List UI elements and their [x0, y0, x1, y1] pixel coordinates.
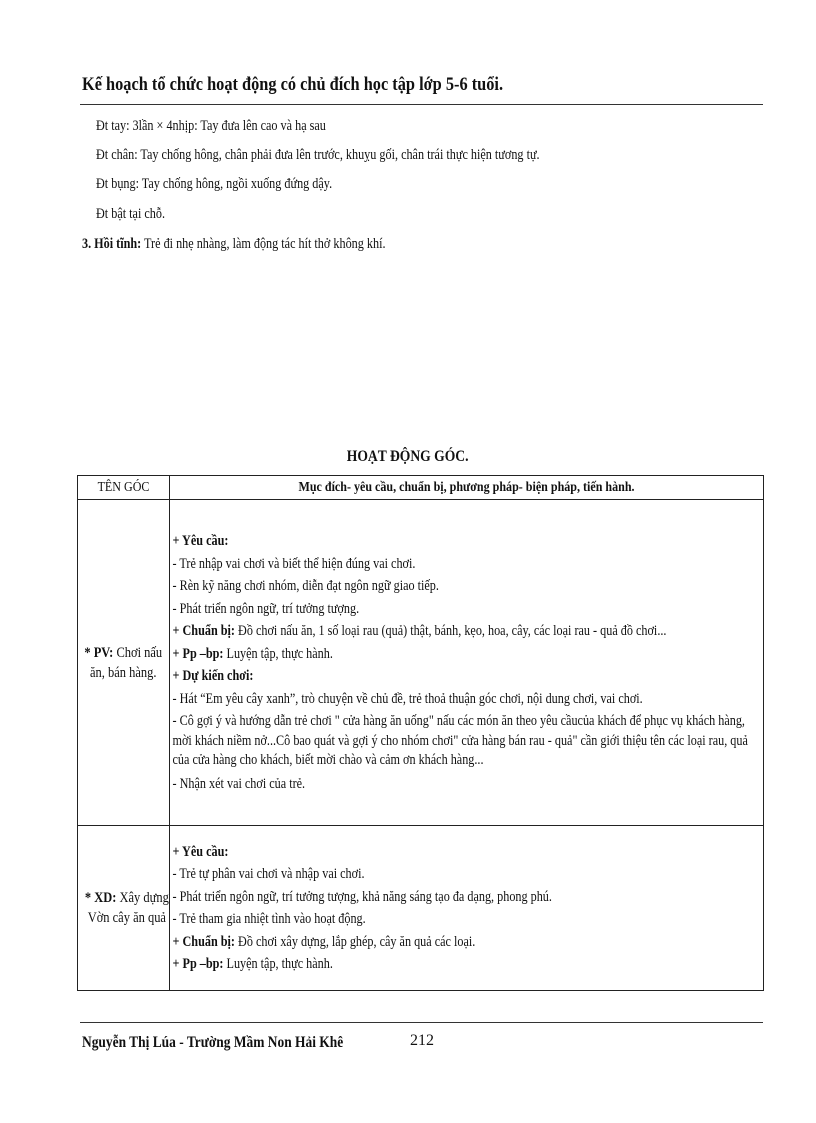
header-rule [80, 104, 763, 105]
requirement-label: + Yêu cầu: [172, 533, 229, 549]
table-row [78, 500, 764, 826]
play-plan-label: + Dự kiến chơi: [172, 668, 254, 684]
list-item: - Phát triển ngôn ngữ, trí tưởng tượng. [172, 600, 360, 617]
footer-author: Nguyễn Thị Lúa - Trường Mầm Non Hải Khê [82, 1034, 344, 1051]
preparation-line: + Chuẩn bị: Đồ chơi xây dựng, lắp ghép, cây ăn quả các loại. [172, 933, 476, 950]
method-line: + Pp –bp: Luyện tập, thực hành. [172, 645, 333, 662]
list-item: - Trẻ nhập vai chơi và biết thể hiện đúng vai chơi. [172, 555, 416, 572]
page-number: 212 [410, 1032, 434, 1049]
list-item: - Rèn kỹ năng chơi nhóm, diễn đạt ngôn ngữ giao tiếp. [172, 578, 439, 594]
item3-label: 3. Hồi tĩnh: [82, 236, 142, 252]
list-item: - Cô gợi ý và hướng dẫn trẻ chơi " cửa hàng ăn uống" nấu các món ăn theo yêu cầucủa khách để phục vụ khách hàng, mời khách niềm nở...Cô bao quát và gợi ý cho nhóm chơi" cửa hàng bán rau - quả" cần giới thiệu tên các loại rau, quả của cửa hàng cho khách, biết mời chào và cảm ơn khách hàng... [172, 713, 748, 768]
intro-item-3 [82, 236, 386, 253]
list-item: - Trẻ tham gia nhiệt tình vào hoạt động. [172, 911, 366, 927]
intro-line-belly: Đt bụng: Tay chống hông, ngồi xuống đứng dậy. [96, 176, 333, 192]
item3-text: Trẻ đi nhẹ nhàng, làm động tác hít thở không khí. [141, 236, 386, 252]
section-title: HOẠT ĐỘNG GÓC. [347, 448, 469, 465]
col-header-details: Mục đích- yêu cầu, chuẩn bị, phương pháp- biện pháp, tiến hành. [170, 476, 764, 500]
table-header-row [78, 476, 764, 500]
page-header-title: Kế hoạch tổ chức hoạt động có chủ đích học tập lớp 5-6 tuổi. [82, 74, 504, 95]
list-item: - Hát “Em yêu cây xanh”, trò chuyện về chủ đề, trẻ thoả thuận góc chơi, nội dung chơi, vai chơi. [172, 690, 643, 707]
corner-name-cell: * PV: Chơi nấu ăn, bán hàng. [78, 500, 170, 826]
intro-line-arm: Đt tay: 3lần × 4nhịp: Tay đưa lên cao và hạ sau [96, 118, 326, 134]
list-item: - Trẻ tự phân vai chơi và nhập vai chơi. [172, 866, 365, 882]
corner-activity-table [77, 475, 764, 991]
footer-rule [80, 1022, 763, 1023]
list-item: - Nhận xét vai chơi của trẻ. [172, 775, 306, 792]
intro-line-leg: Đt chân: Tay chống hông, chân phải đưa lên trước, khuỵu gối, chân trái thực hiện tương tự. [96, 147, 540, 163]
col-header-corner-name: TÊN GÓC [78, 476, 170, 500]
table-row [78, 826, 764, 991]
corner-details-cell [170, 500, 764, 826]
list-item: - Phát triển ngôn ngữ, trí tưởng tượng, khả năng sáng tạo đa dạng, phong phú. [172, 888, 552, 905]
corner-details-cell [170, 826, 764, 991]
requirement-label: + Yêu cầu: [172, 843, 229, 860]
corner-name-cell: * XD: Xây dựng Vờn cây ăn quả [78, 826, 170, 991]
intro-line-jump: Đt bật tại chỗ. [96, 206, 166, 222]
preparation-line: + Chuẩn bị: Đồ chơi nấu ăn, 1 số loại rau (quả) thật, bánh, kẹo, hoa, cây, các loại rau - quả đồ chơi... [172, 623, 667, 639]
method-line: + Pp –bp: Luyện tập, thực hành. [172, 956, 333, 972]
